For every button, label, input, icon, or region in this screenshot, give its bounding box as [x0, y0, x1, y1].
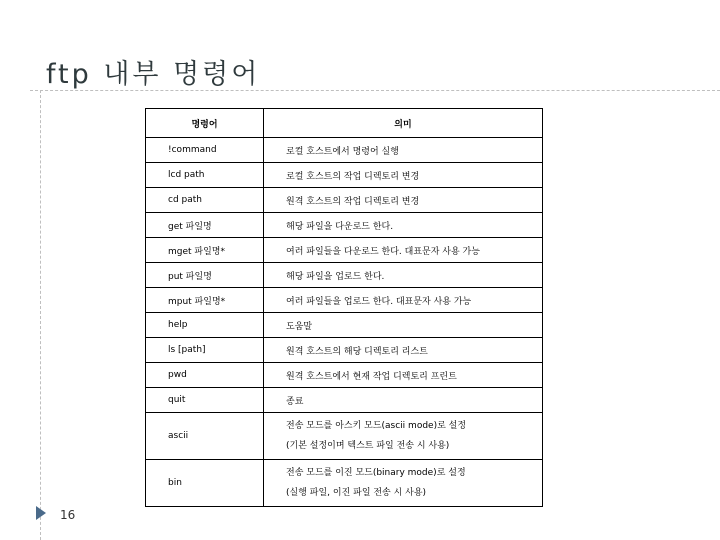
meaning-cell: 로컬 호스트에서 명령어 실행 — [264, 138, 543, 163]
table-row — [146, 288, 543, 313]
bullet-arrow-icon — [36, 506, 46, 520]
meaning-cell: 여러 파일들을 업로드 한다. 대표문자 사용 가능 — [264, 288, 543, 313]
command-cell: quit — [146, 388, 264, 413]
table-row — [146, 163, 543, 188]
command-cell: bin — [146, 460, 264, 507]
table-row — [146, 460, 543, 507]
meaning-cell: 해당 파일을 업로드 한다. — [264, 263, 543, 288]
table-row — [146, 138, 543, 163]
command-cell: lcd path — [146, 163, 264, 188]
meaning-line: 전송 모드를 이진 모드(binary mode)로 설정 — [286, 468, 466, 478]
header-command: 명령어 — [146, 109, 264, 138]
title-divider — [30, 90, 720, 91]
command-cell: get 파일명 — [146, 213, 264, 238]
table-row — [146, 213, 543, 238]
table-row — [146, 338, 543, 363]
meaning-line: (실행 파일, 이진 파일 전송 시 사용) — [286, 488, 427, 498]
page-number: 16 — [60, 508, 76, 522]
meaning-cell — [264, 413, 543, 460]
table-body — [146, 138, 543, 507]
meaning-cell: 원격 호스트의 해당 디렉토리 리스트 — [264, 338, 543, 363]
meaning-cell: 종료 — [264, 388, 543, 413]
table-row — [146, 413, 543, 460]
meaning-cell: 원격 호스트에서 현재 작업 디렉토리 프린트 — [264, 363, 543, 388]
table-row — [146, 363, 543, 388]
command-cell: cd path — [146, 188, 264, 213]
command-cell: !command — [146, 138, 264, 163]
command-cell: ascii — [146, 413, 264, 460]
command-cell: mget 파일명* — [146, 238, 264, 263]
meaning-cell: 로컬 호스트의 작업 디렉토리 변경 — [264, 163, 543, 188]
meaning-cell: 해당 파일을 다운로드 한다. — [264, 213, 543, 238]
meaning-cell: 도움말 — [264, 313, 543, 338]
table-row — [146, 238, 543, 263]
table-row — [146, 313, 543, 338]
header-meaning: 의미 — [264, 109, 543, 138]
table-row — [146, 263, 543, 288]
meaning-cell: 여러 파일들을 다운로드 한다. 대표문자 사용 가능 — [264, 238, 543, 263]
meaning-line: 전송 모드를 아스키 모드(ascii mode)로 설정 — [286, 421, 467, 431]
command-cell: pwd — [146, 363, 264, 388]
command-cell: mput 파일명* — [146, 288, 264, 313]
meaning-cell: 원격 호스트의 작업 디렉토리 변경 — [264, 188, 543, 213]
command-table — [145, 108, 543, 507]
command-cell: help — [146, 313, 264, 338]
slide-title: ftp 내부 명령어 — [46, 59, 261, 90]
meaning-cell — [264, 460, 543, 507]
table-row — [146, 188, 543, 213]
table-row — [146, 388, 543, 413]
table-header-row — [146, 109, 543, 138]
meaning-line: (기본 설정이며 텍스트 파일 전송 시 사용) — [286, 441, 450, 451]
command-cell: ls [path] — [146, 338, 264, 363]
left-margin-rule — [40, 90, 41, 540]
command-cell: put 파일명 — [146, 263, 264, 288]
